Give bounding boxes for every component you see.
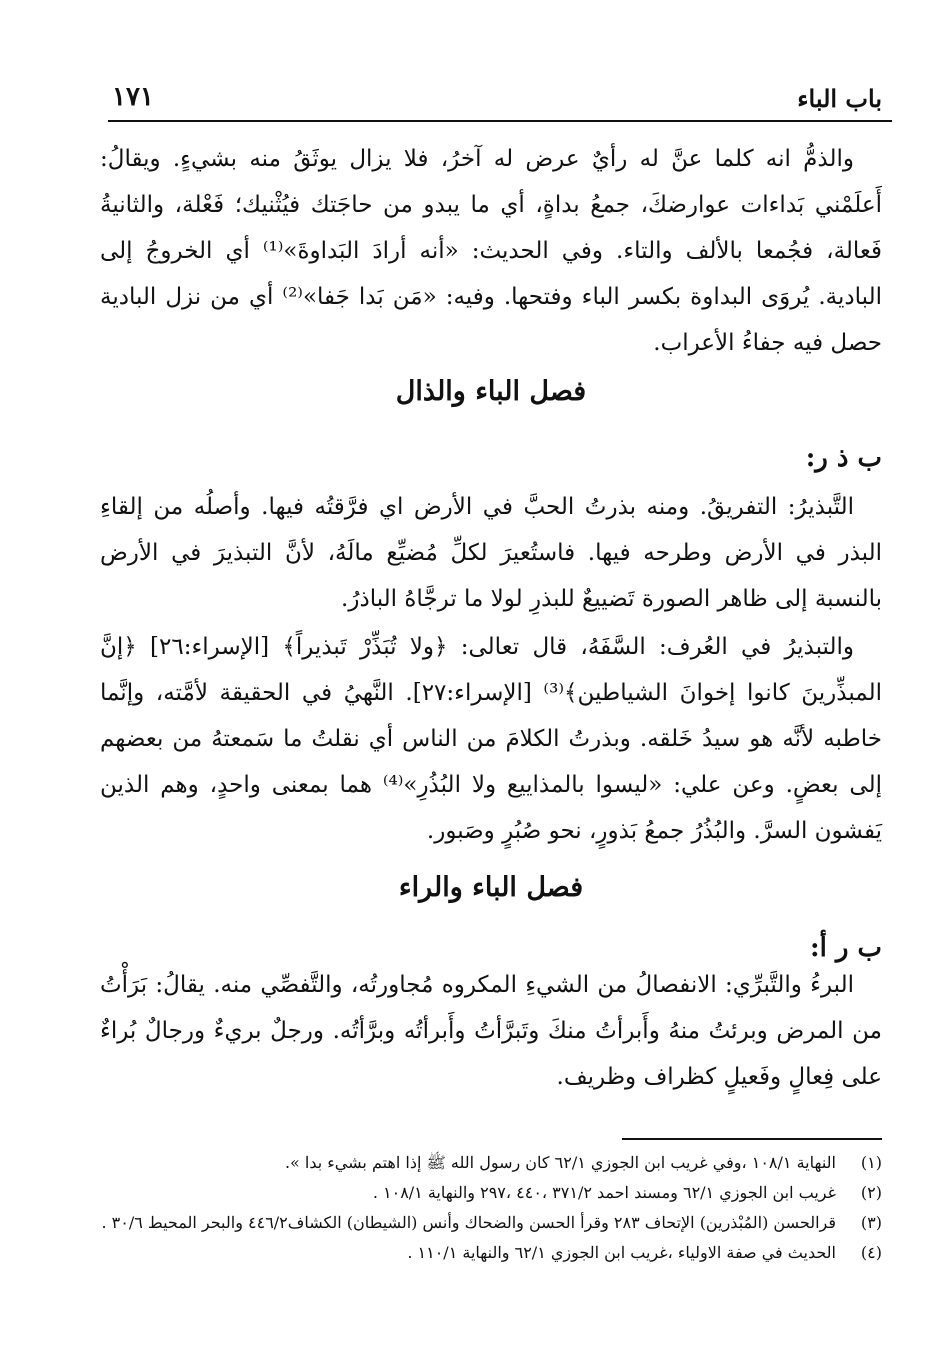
- entry-root-b-r-a: ب ر أ:: [810, 933, 882, 963]
- footnote-text: الحديث في صفة الاولياء ،غريب ابن الجوزي ٦٢/١ والنهاية ١١٠/١ .: [407, 1243, 836, 1262]
- footnote-number: (٢): [860, 1183, 882, 1202]
- footnote-2: [100, 1178, 882, 1208]
- footnote-4: [100, 1238, 882, 1268]
- running-title: باب الباء: [797, 84, 882, 113]
- paragraph-1-text: والذمُّ انه كلما عنَّ له رأيٌ عرض له آخرُ، فلا يزال يوثَقُ منه بشيءٍ. ويقالُ: أَعلَمْني بَداءات عوارضكَ، جمعُ بداةٍ، أي ما يبدو من حاجَتك فيُثْنيك؛ فَعْلة، والثانيةُ فَعالة، فجُمعا بالألف والتاء. وفي الحديث: «أنه أرادَ البَداوةَ»⁽¹⁾ أي الخروجُ إلى البادية. يُروَى البداوة بكسر الباء وفتحها. وفيه: «مَن بَدا جَفا»⁽²⁾ أي من نزل البادية حصل فيه جفاءُ الأعراب.: [100, 146, 883, 356]
- header-rule: [108, 120, 892, 122]
- footnote-1: [100, 1148, 882, 1178]
- paragraph-3-text: والتبذيرُ في العُرف: السَّفَهُ، قال تعالى: ﴿ولا تُبَذِّرْ تَبذيراً﴾ [الإسراء:٢٦] ﴿إنَّ المبذِّرينَ كانوا إخوانَ الشياطين﴾⁽³⁾ [الإسراء:٢٧]. النَّهيُ في الحقيقة لأمَّته، وإنَّما خاطبه لأنَّه هو سيدُ خَلقه. وبذرتُ الكلامَ من الناس أي نقلتُ ما سَمعتهُ من بعضهم إلى بعضٍ. وعن علي: «ليسوا بالمذاييع ولا البُذُرِ»⁽⁴⁾ هما بمعنى واحدٍ، وهم الذين يَفشون السرَّ. والبُذُرُ جمعُ بَذورٍ، نحو صُبُرٍ وصَبور.: [100, 634, 882, 844]
- footnotes: [100, 1148, 882, 1268]
- footnote-rule: [622, 1138, 882, 1140]
- footnote-number: (٤): [860, 1243, 882, 1262]
- footnote-number: (٣): [860, 1213, 882, 1232]
- paragraph-3: [100, 624, 882, 854]
- footnote-text: النهاية ١٠٨/١ ،وفي غريب ابن الجوزي ٦٢/١ كان رسول الله ﷺ إذا اهتم بشيء بدا ».: [284, 1153, 836, 1172]
- footnote-text: قرالحسن (المُبْذرين) الإتحاف ٢٨٣ وقرأ الحسن والضحاك وأنس (الشيطان) الكشاف٤٤٦/٢ والبحر المحيط ٣٠/٦ .: [101, 1213, 836, 1232]
- footnote-number: (١): [860, 1153, 882, 1172]
- footnote-text: غريب ابن الجوزي ٦٢/١ ومسند احمد ٣٧١/٢ ،٤٤٠ ،٢٩٧ والنهاية ١٠٨/١ .: [372, 1183, 836, 1202]
- paragraph-2-text: التَّبذيرُ: التفريقُ. ومنه بذرتُ الحبَّ في الأرض اي فرَّقتُه فيها. وأصلُه من إلقاءِ البذر في الأرض وطرحه فيها. فاستُعيرَ لكلِّ مُضيِّع مالَهُ، لأنَّ التبذيرَ في الأرض بالنسبة إلى ظاهر الصورة تَضييعٌ للبذرِ لولا ما ترجَّاهُ الباذرُ.: [100, 494, 882, 612]
- paragraph-4: [100, 962, 882, 1100]
- page-number: ١٧١: [112, 82, 154, 112]
- section-heading-ba-dhal: فصل الباء والذال: [395, 376, 587, 407]
- paragraph-1: [100, 136, 882, 366]
- section-heading-ba-ra: فصل الباء والراء: [398, 872, 584, 903]
- paragraph-4-text: البرءُ والتَّبرِّي: الانفصالُ من الشيءِ المكروه مُجاورتُه، والتَّفصِّي منه. يقالُ: بَرَأْتُ من المرض وبرئتُ منهُ وأَبرأتُ منكَ وتَبرَّأتُ وأَبرأتُه وبرَّأتُه. ورجلٌ بريءٌ ورجالٌ بُراءٌ على فِعالٍ وفَعيلٍ كظراف وظريف.: [100, 972, 882, 1090]
- footnote-3: [100, 1208, 882, 1238]
- paragraph-2: [100, 484, 882, 622]
- entry-root-b-dh-r: ب ذ ر:: [805, 443, 882, 473]
